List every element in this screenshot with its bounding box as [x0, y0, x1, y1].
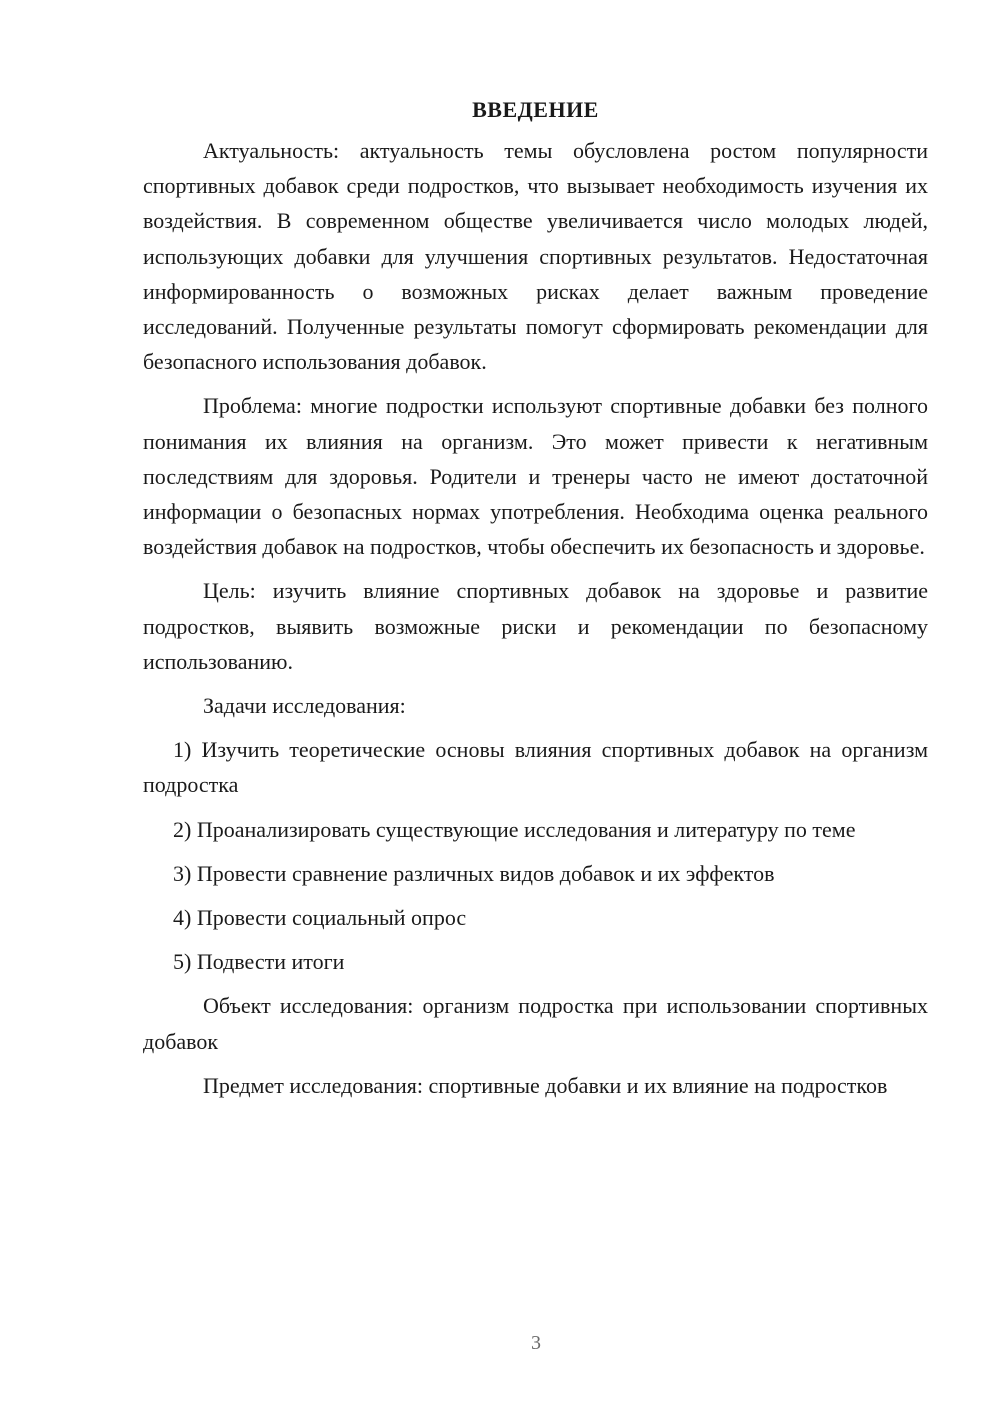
task-item: 4) Провести социальный опрос — [173, 905, 467, 931]
document-page — [143, 92, 928, 1112]
task-item: 3) Провести сравнение различных видов добавок и их эффектов — [173, 860, 775, 886]
object-paragraph: Объект исследования: организм подростка при использовании спортивных добавок — [143, 993, 928, 1054]
page-number: 3 — [531, 1332, 541, 1354]
task-item: 2) Проанализировать существующие исследования и литературу по теме — [173, 816, 856, 842]
task-item: 1) Изучить теоретические основы влияния спортивных добавок на организм подростка — [143, 737, 928, 798]
tasks-heading: Задачи исследования: — [203, 693, 406, 719]
task-item: 5) Подвести итоги — [173, 949, 345, 975]
relevance-paragraph: Актуальность: актуальность темы обусловлена ростом популярности спортивных добавок среди подростков, что вызывает необходимость изучения их воздействия. В современном обществе увеличивается число молодых людей, использующих добавки для улучшения спортивных результатов. Недостаточная информированность о возможных рисках делает важным проведение исследований. Полученные результаты помогут сформировать рекомендации для безопасного использования добавок. — [143, 138, 928, 375]
goal-paragraph: Цель: изучить влияние спортивных добавок на здоровье и развитие подростков, выявить возможные риски и рекомендации по безопасному использованию. — [143, 578, 928, 674]
subject-paragraph: Предмет исследования: спортивные добавки и их влияние на подростков — [203, 1072, 888, 1098]
section-title: ВВЕДЕНИЕ — [472, 97, 599, 122]
problem-paragraph: Проблема: многие подростки используют спортивные добавки без полного понимания их влияния на организм. Это может привести к негативным последствиям для здоровья. Родители и тренеры часто не имеют достаточной информации о безопасных нормах употребления. Необходима оценка реального воздействия добавок на подростков, чтобы обеспечить их безопасность и здоровье. — [143, 393, 928, 560]
